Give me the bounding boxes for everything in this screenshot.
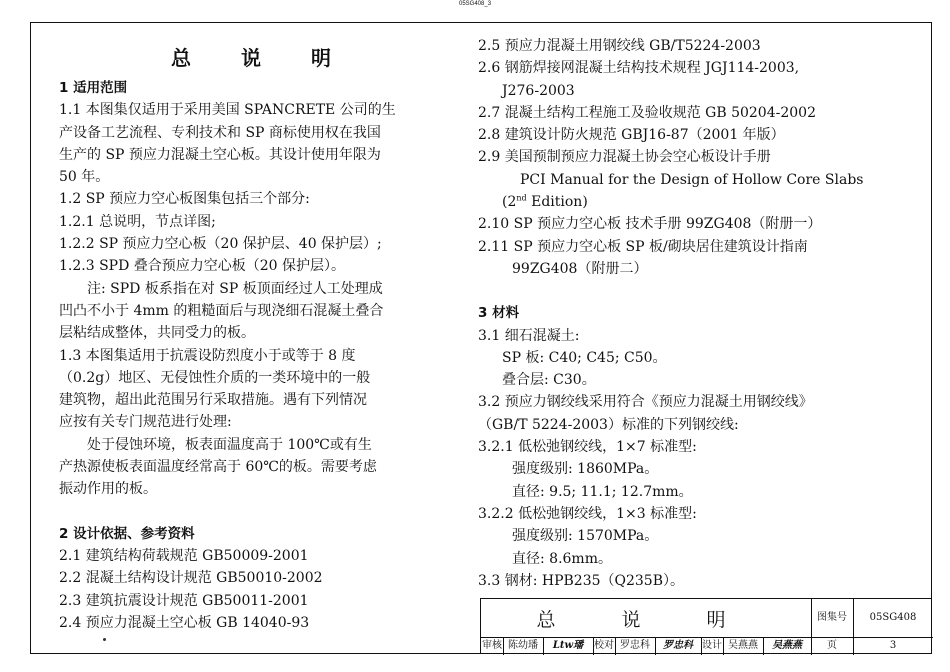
reference-item-cont: PCI Manual for the Design of Hollow Core Slabs (520, 171, 864, 188)
designer-signature: 吴燕燕 (772, 640, 802, 651)
checker-signature: 罗忠科 (663, 640, 693, 651)
designer-name: 吴燕燕 (728, 640, 758, 651)
page-title (59, 41, 444, 77)
text-line: 1.2.2 SP 预应力空心板（20 保护层、40 保护层）; (59, 236, 382, 253)
reference-item: 2.3 建筑抗震设计规范 GB50011-2001 (59, 592, 309, 609)
title-block (480, 598, 932, 654)
page-label: 页 (827, 640, 837, 651)
material-line: 3.2.2 低松弛钢绞线，1×3 标准型: (478, 505, 697, 522)
reference-item: 2.4 预应力混凝土空心板 GB 14040-93 (59, 614, 310, 631)
section-1-heading: 1 适用范围 (59, 80, 128, 96)
reference-item: 2.9 美国预制预应力混凝土协会空心板设计手册 (478, 149, 771, 166)
text-line: 应按有关专门规范进行处理: (59, 414, 232, 431)
reference-item: 2.10 SP 预应力空心板 技术手册 99ZG408（附册一） (478, 216, 822, 233)
text-line: 1.1 本图集仅适用于采用美国 SPANCRETE 公司的生 (59, 102, 396, 119)
edition-suffix: Edition) (526, 194, 588, 211)
text-line: 1.3 本图集适用于抗震设防烈度小于或等于 8 度 (59, 347, 356, 364)
reference-item: 2.8 建筑设计防火规范 GBJ16-87（2001 年版） (478, 127, 785, 144)
text-line: 50 年。 (59, 169, 110, 186)
text-line: 1.2.3 SPD 叠合预应力空心板（20 保护层）。 (59, 258, 346, 275)
reference-item-cont: J276-2003 (502, 82, 575, 99)
note-line: 注: SPD 板系指在对 SP 板顶面经过人工处理成 (87, 280, 383, 297)
material-line: 直径: 8.6mm。 (512, 550, 612, 567)
stray-dot (103, 638, 106, 641)
title-block-title: 总 说 明 (536, 609, 756, 631)
text-line: 产热源使板表面温度经常高于 60℃的板。需要考虑 (59, 459, 377, 476)
material-line: 直径: 9.5; 11.1; 12.7mm。 (512, 483, 693, 500)
text-line: （0.2g）地区、无侵蚀性介质的一类环境中的一般 (59, 369, 371, 386)
material-line: 强度级别: 1570MPa。 (512, 528, 659, 545)
page-number: 3 (889, 640, 897, 651)
material-line: 叠合层: C30。 (502, 372, 596, 389)
material-line: SP 板: C40; C45; C50。 (502, 349, 667, 366)
left-column (59, 41, 444, 634)
text-line: 处于侵蚀环境，板表面温度高于 100℃或有生 (87, 436, 372, 453)
section-2-heading: 2 设计依据、参考资料 (59, 525, 195, 542)
reference-item: 2.5 预应力混凝土用钢绞线 GB/T5224-2003 (478, 38, 761, 54)
atlas-number: 05SG408 (869, 612, 917, 623)
reference-item: 2.1 建筑结构荷载规范 GB50009-2001 (59, 547, 309, 564)
text-line: 1.2.1 总说明，节点详图; (59, 213, 216, 230)
drawing-code-header: 05SG408_3 (459, 1, 492, 7)
text-line: 层粘结成整体，共同受力的板。 (59, 325, 255, 342)
reference-item-cont: 99ZG408（附册二） (512, 260, 648, 277)
text-line: 振动作用的板。 (59, 481, 157, 498)
check-label: 校对 (594, 640, 614, 651)
reference-item: 2.6 钢筋焊接网混凝土结构技术规程 JGJ114-2003, (478, 60, 800, 77)
section-3-heading: 3 材料 (478, 305, 520, 322)
right-column (478, 35, 923, 592)
text-line: 1.2 SP 预应力空心板图集包括三个部分: (59, 191, 310, 208)
text-line: 生产的 SP 预应力混凝土空心板。其设计使用年限为 (59, 146, 381, 163)
review-label: 审核 (482, 640, 502, 651)
edition-prefix: (2 (502, 194, 517, 211)
edition-superscript: nd (516, 193, 527, 203)
material-line: 3.2 预应力钢绞线采用符合《预应力混凝土用钢绞线》 (478, 394, 813, 411)
material-line: （GB/T 5224-2003）标准的下列钢绞线: (478, 416, 739, 433)
reference-item-cont (478, 191, 923, 213)
material-line: 3.1 细石混凝土: (478, 327, 580, 344)
text-line: 凹凸不小于 4mm 的粗糙面后与现浇细石混凝土叠合 (59, 302, 384, 319)
checker-name: 罗忠科 (620, 640, 650, 651)
text-line: 产设备工艺流程、专利技术和 SP 商标使用权在我国 (59, 124, 381, 141)
reviewer-name: 陈幼璠 (508, 640, 538, 651)
reference-item: 2.2 混凝土结构设计规范 GB50010-2002 (59, 570, 323, 587)
design-label: 设计 (702, 640, 722, 651)
atlas-number-label: 图集号 (817, 612, 847, 623)
material-line: 强度级别: 1860MPa。 (512, 461, 659, 478)
reference-item: 2.7 混凝土结构工程施工及验收规范 GB 50204-2002 (478, 104, 816, 121)
title-char-1: 总 (171, 46, 191, 70)
reference-item: 2.11 SP 预应力空心板 SP 板/砌块居住建筑设计指南 (478, 238, 808, 255)
reviewer-signature: Ltw璠 (552, 640, 584, 651)
material-line: 3.3 钢材: HPB235（Q235B）。 (478, 572, 685, 589)
material-line: 3.2.1 低松弛钢绞线，1×7 标准型: (478, 439, 697, 456)
title-char-3: 明 (311, 46, 331, 70)
text-line: 建筑物，超出此范围另行采取措施。遇有下列情况 (59, 392, 367, 409)
title-char-2: 说 (241, 46, 261, 70)
